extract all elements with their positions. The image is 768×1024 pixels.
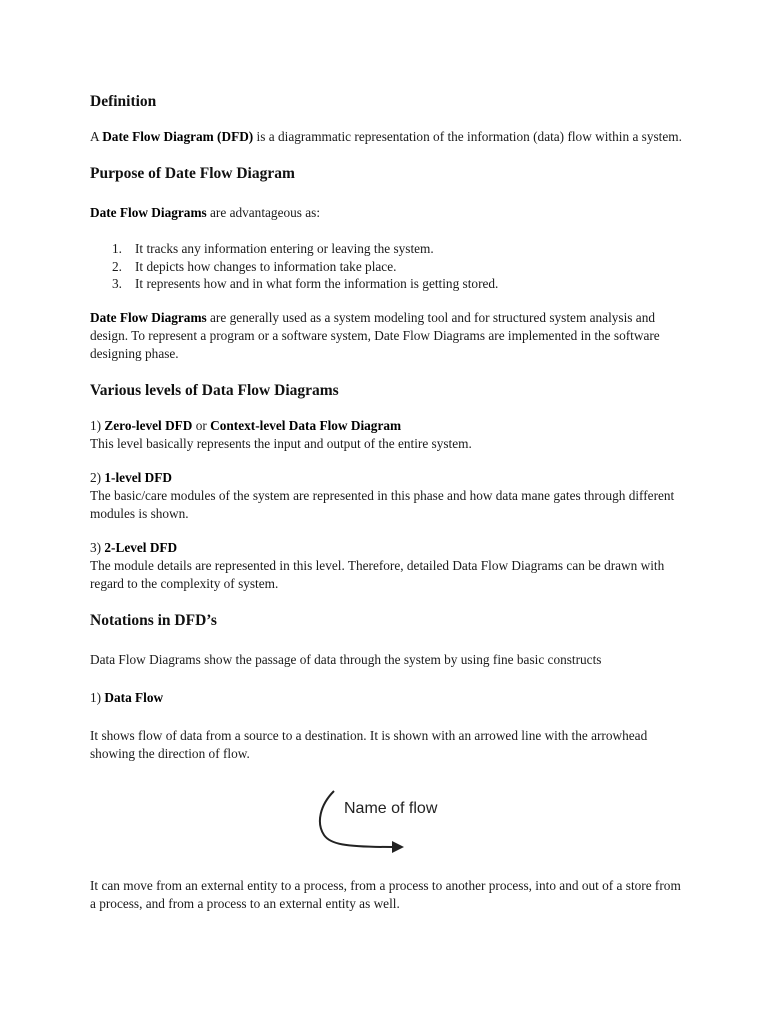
definition-paragraph xyxy=(90,128,688,146)
purpose-intro-text: are advantageous as: xyxy=(206,205,321,220)
level-name: 1-level DFD xyxy=(104,469,172,485)
purpose-usage-paragraph xyxy=(90,309,688,363)
definition-term: Date Flow Diagram (DFD) xyxy=(102,129,254,144)
data-flow-desc: It shows flow of data from a source to a destination. It is shown with an arrowed line with the arrowhead showing the direction of flow. xyxy=(90,727,648,761)
purpose-heading: Purpose of Date Flow Diagram xyxy=(90,165,295,182)
data-flow-title xyxy=(90,689,688,707)
level-alt-name: Context-level Data Flow Diagram xyxy=(210,417,402,433)
notation-number: 1) xyxy=(90,689,105,705)
definition-heading: Definition xyxy=(90,93,157,110)
level-2-desc: The module details are represented in this level. Therefore, detailed Data Flow Diagrams can be drawn with regard to the complexity of system. xyxy=(90,557,665,591)
level-name: 2-Level DFD xyxy=(104,539,178,555)
list-item xyxy=(90,258,688,276)
definition-lead: A xyxy=(90,129,103,144)
curved-arrow-icon xyxy=(312,787,512,857)
purpose-intro-term: Date Flow Diagrams xyxy=(90,205,207,220)
notation-name: Data Flow xyxy=(104,689,164,705)
purpose-intro xyxy=(90,204,688,222)
list-item-number: 3. xyxy=(112,276,122,291)
level-name: Zero-level DFD xyxy=(104,417,193,433)
level-0-title xyxy=(90,417,688,435)
list-item-number: 2. xyxy=(112,258,122,274)
level-1-title xyxy=(90,469,688,487)
data-flow-figure xyxy=(312,787,512,857)
list-item-text: It depicts how changes to information take place. xyxy=(135,258,397,274)
list-item-text: It tracks any information entering or leaving the system. xyxy=(135,241,434,256)
level-number: 2) xyxy=(90,469,105,485)
list-item-number: 1. xyxy=(112,241,122,256)
level-connector: or xyxy=(192,417,211,433)
level-number: 1) xyxy=(90,417,105,433)
flow-label: Name of flow xyxy=(344,799,438,817)
level-0-desc: This level basically represents the input and output of the entire system. xyxy=(90,435,472,451)
level-number: 3) xyxy=(90,539,105,555)
list-item xyxy=(90,275,688,293)
levels-heading: Various levels of Data Flow Diagrams xyxy=(90,381,339,399)
purpose-usage-term: Date Flow Diagrams xyxy=(90,309,207,325)
definition-text: is a diagrammatic representation of the information (data) flow within a system. xyxy=(253,129,682,144)
notations-heading: Notations in DFD’s xyxy=(90,611,217,629)
notations-intro: Data Flow Diagrams show the passage of data through the system by using fine basic constructs xyxy=(90,651,602,667)
level-1-desc: The basic/care modules of the system are represented in this phase and how data mane gates through different modules is shown. xyxy=(90,487,675,521)
purpose-list xyxy=(90,240,688,293)
list-item-text: It represents how and in what form the information is getting stored. xyxy=(135,276,499,291)
list-item xyxy=(90,240,688,258)
level-2-title xyxy=(90,539,688,557)
data-flow-after: It can move from an external entity to a process, from a process to another process, into and out of a store from a process, and from a process to an external entity as well. xyxy=(90,877,681,911)
purpose-usage-text: are generally used as a system modeling tool and for structured system analysis and design. To represent a program or a software system, Date Flow Diagrams are implemented in the software designing phase. xyxy=(90,309,660,361)
